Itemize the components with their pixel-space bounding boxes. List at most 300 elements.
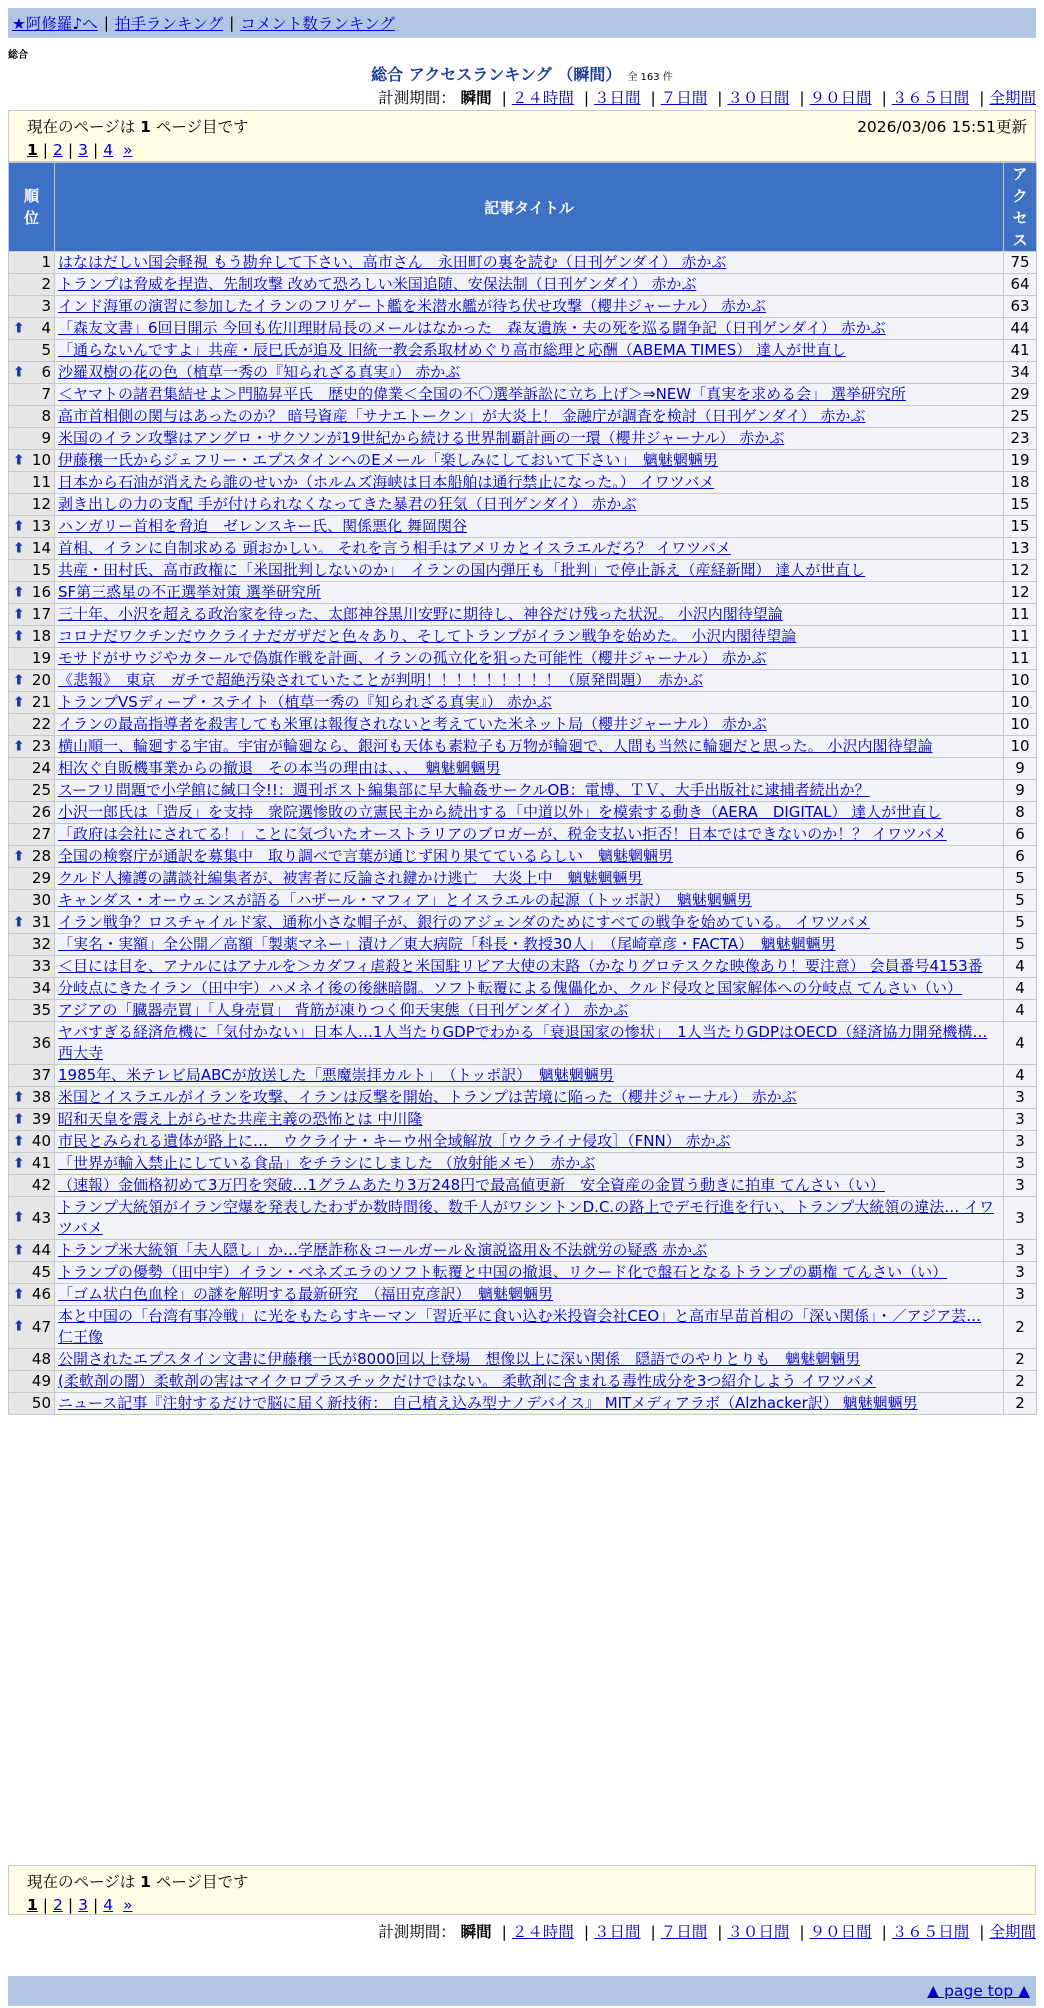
rank-cell <box>9 1284 55 1306</box>
rank-cell <box>9 978 55 1000</box>
table-row <box>9 692 1037 714</box>
table-row <box>9 1131 1037 1153</box>
table-row <box>9 384 1037 406</box>
rank-cell <box>9 670 55 692</box>
period-link-7d[interactable]: ７日間 <box>660 1923 708 1941</box>
rank-number: 46 <box>31 1285 51 1303</box>
access-count: 12 <box>1004 560 1037 582</box>
table-row <box>9 516 1037 538</box>
table-header <box>9 163 1037 252</box>
rank-number: 36 <box>31 1033 51 1052</box>
article-link[interactable]: 1985年、米テレビ局ABCが放送した「悪魔崇拝カルト」 （トッポ訳） 魑魅魍魎男 <box>58 1066 614 1084</box>
title-cell <box>55 934 1004 956</box>
up-arrow-icon: ⬆ <box>13 1089 25 1105</box>
access-count: 12 <box>1004 582 1037 604</box>
access-count: 11 <box>1004 648 1037 670</box>
table-row <box>9 934 1037 956</box>
rank-number: 37 <box>31 1066 51 1084</box>
title-cell <box>55 1393 1004 1415</box>
rank-cell <box>9 692 55 714</box>
period-link-24h[interactable]: ２４時間 <box>511 89 574 107</box>
period-link-90d[interactable]: ９０日間 <box>809 1923 872 1941</box>
rank-cell <box>9 516 55 538</box>
period-link-all[interactable]: 全期間 <box>989 89 1036 107</box>
page-link-4[interactable]: 4 <box>103 1896 114 1914</box>
rank-number: 47 <box>31 1317 51 1336</box>
table-row <box>9 1306 1037 1349</box>
rank-cell <box>9 406 55 428</box>
access-count: 6 <box>1004 846 1037 868</box>
title-cell <box>55 318 1004 340</box>
rank-number: 41 <box>31 1154 51 1172</box>
rank-cell <box>9 428 55 450</box>
table-row <box>9 274 1037 296</box>
category-label: 総合 <box>8 50 28 61</box>
title-cell <box>55 1065 1004 1087</box>
rank-cell <box>9 956 55 978</box>
article-link[interactable]: ヤバすぎる経済危機に「気付かない」日本人…1人当たりGDPでわかる「衰退国家の惨状」 1人当たりGDPはOECD（経済協力開発機構… 西大寺 <box>58 1023 988 1062</box>
rank-number: 40 <box>31 1132 51 1150</box>
rank-number: 2 <box>41 275 51 293</box>
rank-number: 12 <box>31 495 51 513</box>
title-cell <box>55 560 1004 582</box>
rank-number: 43 <box>31 1208 51 1227</box>
rank-cell <box>9 604 55 626</box>
period-link-30d[interactable]: ３０日間 <box>727 1923 790 1941</box>
period-link-90d[interactable]: ９０日間 <box>809 89 872 107</box>
rank-cell <box>9 824 55 846</box>
table-row <box>9 648 1037 670</box>
comment-ranking-link[interactable]: コメント数ランキング <box>240 15 395 33</box>
article-link[interactable]: （速報）金価格初めて3万円を突破…1グラムあたり3万248円で最高値更新 安全資産の金買う動きに拍車 てんさい（い） <box>58 1176 885 1194</box>
rank-cell <box>9 1131 55 1153</box>
table-row <box>9 780 1037 802</box>
access-count: 11 <box>1004 626 1037 648</box>
rank-cell <box>9 1393 55 1415</box>
title-cell <box>55 890 1004 912</box>
rank-cell <box>9 450 55 472</box>
table-row <box>9 890 1037 912</box>
title-cell <box>55 472 1004 494</box>
rank-cell <box>9 1306 55 1349</box>
up-arrow-icon: ⬆ <box>13 672 25 688</box>
title-cell <box>55 406 1004 428</box>
table-row <box>9 1349 1037 1371</box>
access-count: 11 <box>1004 604 1037 626</box>
title-cell <box>55 516 1004 538</box>
table-row <box>9 494 1037 516</box>
table-row <box>9 560 1037 582</box>
article-link[interactable]: イランの最高指導者を殺害しても米軍は報復されないと考えていた米ネット局（櫻井ジャーナル） 赤かぶ <box>58 715 767 733</box>
pager-status: 現在のページは 1 ページ目です <box>27 1873 249 1891</box>
rank-number: 1 <box>41 253 51 271</box>
period-link-365d[interactable]: ３６５日間 <box>891 89 970 107</box>
period-link-365d[interactable]: ３６５日間 <box>891 1923 970 1941</box>
article-link[interactable]: キャンダス・オーウェンスが語る「ハザール・マフィア」とイスラエルの起源（トッポ訳） 魑魅魍魎男 <box>58 891 752 909</box>
rank-number: 31 <box>31 913 51 931</box>
rank-cell <box>9 494 55 516</box>
period-link-all[interactable]: 全期間 <box>989 1923 1036 1941</box>
article-link[interactable]: コロナだワクチンだウクライナだガザだと色々あり、そしてトランプがイラン戦争を始めた。 小沢内閣待望論 <box>58 627 797 645</box>
period-link-30d[interactable]: ３０日間 <box>727 89 790 107</box>
article-link[interactable]: 相次ぐ自販機事業からの撤退 その本当の理由は、、、 魑魅魍魎男 <box>58 759 501 777</box>
rank-number: 13 <box>31 517 51 535</box>
title-cell <box>55 846 1004 868</box>
page-link-3[interactable]: 3 <box>78 1896 89 1914</box>
article-link[interactable]: 《悲報》 東京 ガチで超絶汚染されていたことが判明！！！！！！！！！（原発問題） 赤かぶ <box>58 671 704 689</box>
article-link[interactable]: ニュース記事『注射するだけで脳に届く新技術： 自己植え込み型ナノデバイス』 MITメディアラボ（Alzhacker訳） 魑魅魍魎男 <box>58 1394 918 1412</box>
rank-number: 23 <box>31 737 51 755</box>
title-cell <box>55 1371 1004 1393</box>
rank-number: 32 <box>31 935 51 953</box>
rank-number: 8 <box>41 407 51 425</box>
rank-number: 25 <box>31 781 51 799</box>
rank-cell <box>9 780 55 802</box>
access-count: 3 <box>1004 1197 1037 1240</box>
rank-number: 39 <box>31 1110 51 1128</box>
rank-number: 17 <box>31 605 51 623</box>
rank-number: 28 <box>31 847 51 865</box>
rank-cell <box>9 384 55 406</box>
rank-cell <box>9 1240 55 1262</box>
rank-cell <box>9 362 55 384</box>
up-arrow-icon: ⬆ <box>13 628 25 644</box>
table-row <box>9 868 1037 890</box>
access-count: 10 <box>1004 692 1037 714</box>
title-cell <box>55 802 1004 824</box>
access-count: 4 <box>1004 1000 1037 1022</box>
article-link[interactable]: ＜目には目を、アナルにはアナルを＞カダフィ虐殺と米国駐リビア大使の末路（かなりグロテスクな映像あり！要注意） 会員番号4153番 <box>58 957 983 975</box>
rank-cell <box>9 1262 55 1284</box>
title-cell <box>55 1240 1004 1262</box>
article-link[interactable]: (柔軟剤の闇）柔軟剤の害はマイクロプラスチックだけではない。 柔軟剤に含まれる毒性成分を3つ紹介しよう イワツバメ <box>58 1372 876 1390</box>
article-link[interactable]: イラン戦争？ロスチャイルド家、通称小さな帽子が、銀行のアジェンダのためにすべての戦争を始めている。 イワツバメ <box>58 913 870 931</box>
page-title <box>0 62 1044 85</box>
title-cell <box>55 648 1004 670</box>
access-count: 25 <box>1004 406 1037 428</box>
rank-number: 5 <box>41 341 51 359</box>
rank-cell <box>9 890 55 912</box>
title-cell <box>55 692 1004 714</box>
table-row <box>9 956 1037 978</box>
access-count: 8 <box>1004 802 1037 824</box>
access-count: 4 <box>1004 956 1037 978</box>
article-link[interactable]: 共産・田村氏、高市政権に「米国批判しないのか」 イランの国内弾圧も「批判」で停止訴え（産経新聞） 達人が世直し <box>58 561 866 579</box>
pager-bottom: 現在のページは 1 ページ目です 1 | 2 | 3 | 4 » <box>8 1865 1036 1915</box>
article-link[interactable]: 「政府は会社にされてる！」ことに気づいたオーストラリアのブロガーが、税金支払い拒否！日本ではできないのか！？ イワツバメ <box>58 825 947 843</box>
access-count: 9 <box>1004 758 1037 780</box>
access-count: 3 <box>1004 1109 1037 1131</box>
table-row <box>9 1393 1037 1415</box>
access-count: 34 <box>1004 362 1037 384</box>
rank-cell <box>9 538 55 560</box>
article-link[interactable]: 沙羅双樹の花の色（植草一秀の『知られざる真実』） 赤かぶ <box>58 363 461 381</box>
article-link[interactable]: はなはだしい国会軽視 もう勘弁して下さい、高市さん 永田町の裏を読む（日刊ゲンダイ） 赤かぶ <box>58 253 727 271</box>
rank-cell <box>9 1349 55 1371</box>
table-row <box>9 802 1037 824</box>
article-link[interactable]: モサドがサウジやカタールで偽旗作戦を計画、イランの孤立化を狙った可能性（櫻井ジャーナル） 赤かぶ <box>58 649 767 667</box>
period-link-7d[interactable]: ７日間 <box>660 89 708 107</box>
access-count: 13 <box>1004 538 1037 560</box>
title-cell <box>55 956 1004 978</box>
article-link[interactable]: アジアの「臓器売買」「人身売買」 背筋が凍りつく仰天実態（日刊ゲンダイ） 赤かぶ <box>58 1001 629 1019</box>
rank-cell <box>9 472 55 494</box>
article-link[interactable]: 横山順一、輪廻する宇宙。宇宙が輪廻なら、銀河も天体も素粒子も万物が輪廻で、人間も当然に輪廻だと思った。 小沢内閣待望論 <box>58 737 933 755</box>
access-count: 18 <box>1004 472 1037 494</box>
article-link[interactable]: 伊藤穣一氏からジェフリー・エプスタインへのEメール「楽しみにしておいて下さい」 魑魅魍魎男 <box>58 451 718 469</box>
article-link[interactable]: 小沢一郎氏は「造反」を支持 衆院選惨敗の立憲民主から続出する「中道以外」を模索する動き（AERA DIGITAL） 達人が世直し <box>58 803 942 821</box>
rank-cell <box>9 1153 55 1175</box>
period-current: 瞬間 <box>460 89 492 107</box>
title-cell <box>55 824 1004 846</box>
period-link-24h[interactable]: ２４時間 <box>511 1923 574 1941</box>
up-arrow-icon: ⬆ <box>13 848 25 864</box>
table-row <box>9 1175 1037 1197</box>
article-link[interactable]: 分岐点にきたイラン（田中宇）ハメネイ後の後継暗闘。ソフト転覆による傀儡化か、クルド侵攻と国家解体への分岐点 てんさい（い） <box>58 979 963 997</box>
access-count: 75 <box>1004 252 1037 274</box>
rank-number: 21 <box>31 693 51 711</box>
applause-ranking-link[interactable]: 拍手ランキング <box>115 15 224 33</box>
article-link[interactable]: トランプVSディープ・ステイト（植草一秀の『知られざる真実』） 赤かぶ <box>58 693 552 711</box>
title-cell <box>55 384 1004 406</box>
rank-cell <box>9 626 55 648</box>
table-row <box>9 1262 1037 1284</box>
next-page-link[interactable]: » <box>123 1896 133 1914</box>
title-cell <box>55 604 1004 626</box>
rank-cell <box>9 736 55 758</box>
page-link-4[interactable]: 4 <box>103 141 114 159</box>
next-page-link[interactable]: » <box>123 141 133 159</box>
rank-cell <box>9 340 55 362</box>
article-link[interactable]: ハンガリー首相を脅迫 ゼレンスキー氏、関係悪化 舞岡関谷 <box>58 517 467 535</box>
rank-number: 9 <box>41 429 51 447</box>
article-link[interactable]: 「通らないんですよ」共産・辰巳氏が追及 旧統一教会系取材めぐり高市総理と応酬（ABEMA TIMES） 達人が世直し <box>58 341 847 359</box>
article-link[interactable]: 三十年、小沢を超える政治家を待った、太郎神谷黒川安野に期待し、神谷だけ残った状況。 小沢内閣待望論 <box>58 605 783 623</box>
article-link[interactable]: 米国のイラン攻撃はアングロ・サクソンが19世紀から続ける世界制覇計画の一環（櫻井ジャーナル） 赤かぶ <box>58 429 785 447</box>
title-cell <box>55 868 1004 890</box>
rank-cell <box>9 1109 55 1131</box>
rank-number: 4 <box>41 319 51 337</box>
title-cell <box>55 538 1004 560</box>
title-cell <box>55 1153 1004 1175</box>
page-top-link[interactable]: ▲ page top ▲ <box>927 1982 1030 2000</box>
article-link[interactable]: 「実名・実額」全公開／高額「製薬マネー」漬け／東大病院「科長・教授30人」 （尾崎章彦・FACTA） 魑魅魍魎男 <box>58 935 836 953</box>
rank-number: 15 <box>31 561 51 579</box>
access-count: 63 <box>1004 296 1037 318</box>
title-cell <box>55 362 1004 384</box>
title-cell <box>55 912 1004 934</box>
rank-number: 38 <box>31 1088 51 1106</box>
table-row <box>9 846 1037 868</box>
table-row <box>9 670 1037 692</box>
title-cell <box>55 758 1004 780</box>
access-count: 10 <box>1004 714 1037 736</box>
access-count: 44 <box>1004 318 1037 340</box>
access-count: 15 <box>1004 516 1037 538</box>
article-link[interactable]: 剥き出しの力の支配 手が付けられなくなってきた暴君の狂気（日刊ゲンダイ） 赤かぶ <box>58 495 637 513</box>
rank-number: 35 <box>31 1001 51 1019</box>
rank-number: 48 <box>31 1350 51 1368</box>
title-cell <box>55 582 1004 604</box>
nav-separator: | <box>103 14 110 32</box>
page-link-2[interactable]: 2 <box>53 141 63 159</box>
page-title-text: 総合 アクセスランキング （瞬間） <box>371 65 622 84</box>
access-count: 2 <box>1004 1306 1037 1349</box>
table-row <box>9 604 1037 626</box>
col-title-header: 記事タイトル <box>55 163 1004 252</box>
period-link-3d[interactable]: ３日間 <box>594 89 641 107</box>
period-selector-bottom: 計測期間： 瞬間 | ２４時間 | ３日間 | ７日間 | ３０日間 | ９０日間 | ３６５日間 | 全期間 <box>378 1923 1036 1941</box>
title-cell <box>55 450 1004 472</box>
article-link[interactable]: 市民とみられる遺体が路上に… ウクライナ・キーウ州全域解放［ウクライナ侵攻］（FNN） 赤かぶ <box>58 1132 731 1150</box>
up-arrow-icon: ⬆ <box>13 518 25 534</box>
article-link[interactable]: 本と中国の「台湾有事冷戦」に光をもたらすキーマン「習近平に食い込む米投資会社CEO」と高市早苗首相の「深い関係」・／アジア芸… 仁王像 <box>58 1307 982 1346</box>
article-link[interactable]: 昭和天皇を震え上がらせた共産主義の恐怖とは 中川隆 <box>58 1110 423 1128</box>
up-arrow-icon: ⬆ <box>13 320 25 336</box>
table-row <box>9 626 1037 648</box>
pager-status: 現在のページは 1 ページ目です <box>27 118 249 136</box>
rank-cell <box>9 274 55 296</box>
pager-top: 現在のページは 1 ページ目です 2026/03/06 15:51更新 1 | 2 | 3 | 4 » <box>8 110 1036 162</box>
access-count: 10 <box>1004 736 1037 758</box>
rank-number: 30 <box>31 891 51 909</box>
article-link[interactable]: トランプの優勢（田中宇）イラン・ベネズエラのソフト転覆と中国の撤退、リクード化で盤石となるトランプの覇権 てんさい（い） <box>58 1263 948 1281</box>
title-cell <box>55 252 1004 274</box>
up-arrow-icon: ⬆ <box>13 914 25 930</box>
article-link[interactable]: 首相、イランに自制求める 頭おかしい。 それを言う相手はアメリカとイスラエルだろ？ イワツバメ <box>58 539 731 557</box>
title-cell <box>55 780 1004 802</box>
article-link[interactable]: トランプ大統領がイラン空爆を発表したわずか数時間後、数千人がワシントンD.C.の路上でデモ行進を行い、トランプ大統領の違法… イワツバメ <box>58 1198 994 1237</box>
rank-number: 34 <box>31 979 51 997</box>
up-arrow-icon: ⬆ <box>13 452 25 468</box>
rank-cell <box>9 1022 55 1065</box>
up-arrow-icon: ⬆ <box>13 1133 25 1149</box>
rank-cell <box>9 252 55 274</box>
title-cell <box>55 1131 1004 1153</box>
access-count: 41 <box>1004 340 1037 362</box>
rank-number: 20 <box>31 671 51 689</box>
access-count: 9 <box>1004 780 1037 802</box>
title-cell <box>55 494 1004 516</box>
title-cell <box>55 1284 1004 1306</box>
table-row <box>9 252 1037 274</box>
article-link[interactable]: 全国の検察庁が通訳を募集中 取り調べで言葉が通じず困り果てているらしい 魑魅魍魎男 <box>58 847 674 865</box>
article-link[interactable]: 「森友文書」6回目開示 今回も佐川理財局長のメールはなかった 森友遺族・夫の死を巡る闘争記（日刊ゲンダイ） 赤かぶ <box>58 319 886 337</box>
period-link-3d[interactable]: ３日間 <box>594 1923 641 1941</box>
rank-cell <box>9 758 55 780</box>
table-row <box>9 978 1037 1000</box>
rank-cell <box>9 846 55 868</box>
table-row <box>9 912 1037 934</box>
article-link[interactable]: 公開されたエプスタイン文書に伊藤穣一氏が8000回以上登場 想像以上に深い関係 隠語でのやりとりも 魑魅魍魎男 <box>58 1350 861 1368</box>
table-row <box>9 1109 1037 1131</box>
total-count: 全 163 件 <box>627 72 673 83</box>
article-link[interactable]: クルド人擁護の講談社編集者が、被害者に反論され鍵かけ逃亡 大炎上中 魑魅魍魎男 <box>58 869 643 887</box>
page-link-3[interactable]: 3 <box>78 141 89 159</box>
table-row <box>9 1284 1037 1306</box>
access-count: 29 <box>1004 384 1037 406</box>
title-cell <box>55 1000 1004 1022</box>
article-link[interactable]: SF第三惑星の不正選挙対策 選挙研究所 <box>58 583 321 601</box>
up-arrow-icon: ⬆ <box>13 364 25 380</box>
rank-cell <box>9 1065 55 1087</box>
rank-number: 10 <box>31 451 51 469</box>
up-arrow-icon: ⬆ <box>13 606 25 622</box>
article-link[interactable]: トランプ米大統領「夫人隠し」か…学歴詐称＆コールガール＆演説盗用＆不法就労の疑惑 赤かぶ <box>58 1241 708 1259</box>
home-link[interactable]: ★阿修羅♪へ <box>12 15 98 33</box>
rank-number: 18 <box>31 627 51 645</box>
title-cell <box>55 1262 1004 1284</box>
col-access-header: アクセス <box>1004 163 1037 252</box>
access-count: 6 <box>1004 824 1037 846</box>
rank-cell <box>9 714 55 736</box>
table-row <box>9 824 1037 846</box>
title-cell <box>55 1197 1004 1240</box>
access-count: 19 <box>1004 450 1037 472</box>
table-row <box>9 406 1037 428</box>
table-row <box>9 362 1037 384</box>
table-row <box>9 472 1037 494</box>
access-count: 5 <box>1004 868 1037 890</box>
rank-number: 33 <box>31 957 51 975</box>
table-row <box>9 1153 1037 1175</box>
nav-separator: | <box>229 14 235 32</box>
rank-cell <box>9 296 55 318</box>
page-link-2[interactable]: 2 <box>53 1896 63 1914</box>
article-link[interactable]: 「ゴム状白色血栓」の謎を解明する最新研究 （福田克彦訳） 魑魅魍魎男 <box>58 1285 554 1303</box>
table-row <box>9 450 1037 472</box>
rank-number: 42 <box>31 1176 51 1194</box>
rank-number: 24 <box>31 759 51 777</box>
up-arrow-icon: ⬆ <box>13 1155 25 1171</box>
article-link[interactable]: トランプは脅威を捏造、先制攻撃 改めて恐ろしい米国追随、安保法制（日刊ゲンダイ） 赤かぶ <box>58 275 697 293</box>
access-count: 5 <box>1004 890 1037 912</box>
rank-cell <box>9 318 55 340</box>
title-cell <box>55 1022 1004 1065</box>
top-nav-bar <box>8 8 1036 38</box>
access-count: 4 <box>1004 978 1037 1000</box>
rank-number: 6 <box>41 363 51 381</box>
table-row <box>9 1022 1037 1065</box>
article-link[interactable]: 日本から石油が消えたら誰のせいか（ホルムズ海峡は日本船舶は通行禁止になった。） イワツバメ <box>58 473 715 491</box>
title-cell <box>55 296 1004 318</box>
article-link[interactable]: インド海軍の演習に参加したイランのフリゲート艦を米潜水艦が待ち伏せ攻撃（櫻井ジャーナル） 赤かぶ <box>58 297 766 315</box>
rank-cell <box>9 934 55 956</box>
title-cell <box>55 1349 1004 1371</box>
rank-number: 7 <box>41 385 51 403</box>
up-arrow-icon: ⬆ <box>13 1286 25 1302</box>
article-link[interactable]: 「世界が輸入禁止にしている食品」をチラシにしました （放射能メモ） 赤かぶ <box>58 1154 596 1172</box>
article-link[interactable]: ＜ヤマトの諸君集結せよ＞門脇昇平氏 歴史的偉業＜全国の不〇選挙訴訟に立ち上げ＞⇒NEW「真実を求める会」 選挙研究所 <box>58 385 906 403</box>
article-link[interactable]: 米国とイスラエルがイランを攻撃、イランは反撃を開始、トランプは苦境に陥った（櫻井ジャーナル） 赤かぶ <box>58 1088 797 1106</box>
rank-number: 44 <box>31 1241 51 1259</box>
access-count: 3 <box>1004 1240 1037 1262</box>
ranking-table <box>8 162 1037 1415</box>
title-cell <box>55 1109 1004 1131</box>
page-link-1[interactable]: 1 <box>27 141 38 159</box>
article-link[interactable]: 高市首相側の関与はあったのか？ 暗号資産「サナエトークン」が大炎上！ 金融庁が調査を検討（日刊ゲンダイ） 赤かぶ <box>58 407 866 425</box>
access-count: 3 <box>1004 1153 1037 1175</box>
article-link[interactable]: スーフリ問題で小学館に緘口令!!：週刊ポスト編集部に早大輪姦サークルOB：電博、ＴＶ、大手出版社に逮捕者続出か？ <box>58 781 870 799</box>
page-link-1[interactable]: 1 <box>27 1896 38 1914</box>
table-row <box>9 340 1037 362</box>
table-row <box>9 1371 1037 1393</box>
up-arrow-icon: ⬆ <box>13 1318 25 1335</box>
rank-cell <box>9 1197 55 1240</box>
access-count: 64 <box>1004 274 1037 296</box>
up-arrow-icon: ⬆ <box>13 738 25 754</box>
rank-number: 27 <box>31 825 51 843</box>
